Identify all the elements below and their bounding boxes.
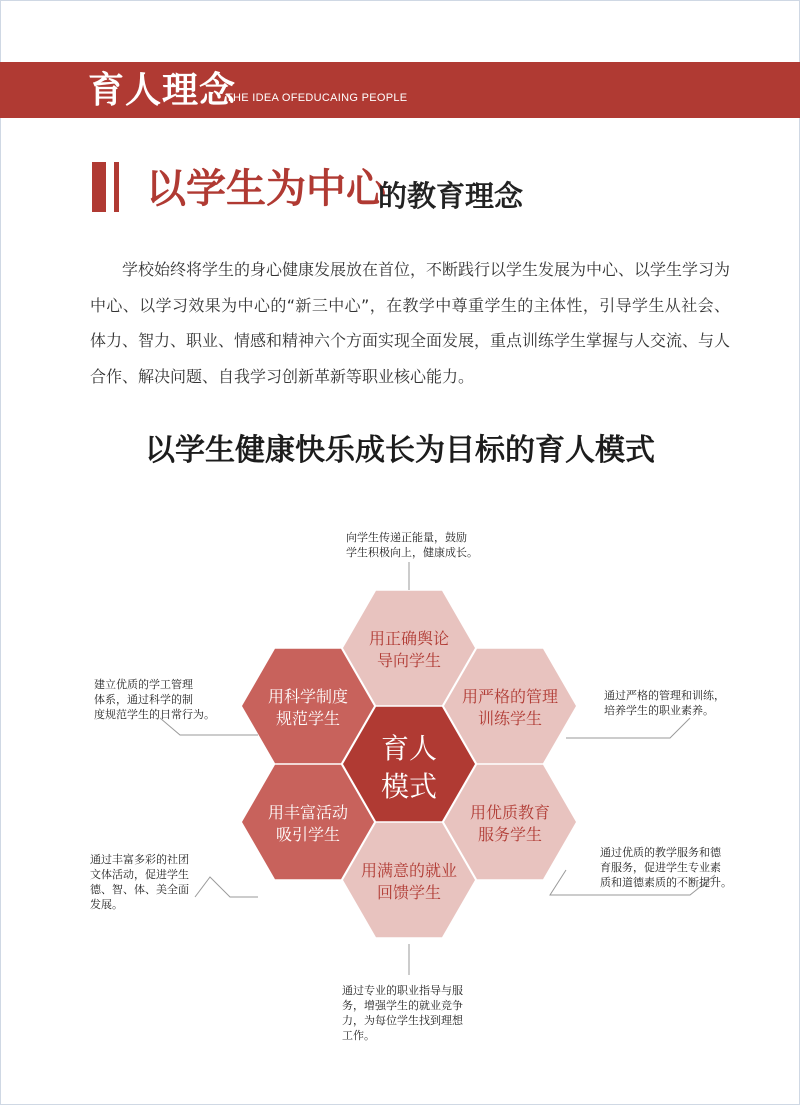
- connector-upper-right: [566, 718, 690, 738]
- note-upper-right: 通过严格的管理和训练， 培养学生的职业素养。: [604, 689, 725, 717]
- hex-lower-left-line2: 吸引学生: [275, 825, 341, 844]
- note-lower-right: 通过优质的教学服务和德 育服务，促进学生专业素 质和道德素质的不断提升。: [600, 846, 732, 889]
- hex-upper-left-line1: 用科学制度: [267, 687, 349, 706]
- note-lower-left: 通过丰富多彩的社团 文体活动，促进学生 德、智、体、美全面 发展。: [90, 853, 189, 911]
- hex-center-line2: 模式: [380, 770, 438, 803]
- section-title-accent: 以学生为中心: [146, 166, 386, 212]
- section-title-tail: 的教育理念: [378, 179, 524, 213]
- hex-top-line2: 导向学生: [376, 651, 442, 670]
- header-subtitle: THE IDEA OFEDUCAING PEOPLE: [226, 92, 408, 104]
- hex-top-line1: 用正确舆论: [368, 629, 450, 648]
- note-bottom: 通过专业的职业指导与服 务，增强学生的就业竞争 力，为每位学生找到理想 工作。: [342, 984, 463, 1042]
- hex-lower-right-line2: 服务学生: [477, 825, 543, 844]
- note-upper-left: 建立优质的学工管理 体系，通过科学的制 度规范学生的日常行为。: [94, 678, 215, 721]
- model-title: 以学生健康快乐成长为目标的育人模式: [145, 433, 655, 468]
- hex-upper-right-line2: 训练学生: [477, 709, 543, 728]
- intro-paragraph: 学校始终将学生的身心健康发展放在首位，不断践行以学生发展为中心、以学生学习为中心、以学习效果为中心的“新三中心”，在教学中尊重学生的主体性，引导学生从社会、体力、智力、职业、情感和精神六个方面实现全面发展，重点训练学生掌握与人交流、与人合作、解决问题、自我学习创新革新等职业核心能力。: [90, 260, 731, 386]
- connector-lower-left: [195, 877, 258, 897]
- header-title: 育人理念: [88, 70, 237, 111]
- hex-lower-right-line1: 用优质教育: [469, 803, 551, 822]
- hex-lower-left-line1: 用丰富活动: [267, 803, 349, 822]
- hex-upper-left-line2: 规范学生: [275, 709, 341, 728]
- hex-bottom-line1: 用满意的就业: [360, 861, 458, 880]
- hex-bottom-line2: 回馈学生: [376, 883, 442, 902]
- note-top: 向学生传递正能量，鼓励 学生积极向上，健康成长。: [346, 531, 478, 559]
- hex-center-line1: 育人: [380, 732, 438, 765]
- hex-upper-right-line1: 用严格的管理: [461, 687, 559, 706]
